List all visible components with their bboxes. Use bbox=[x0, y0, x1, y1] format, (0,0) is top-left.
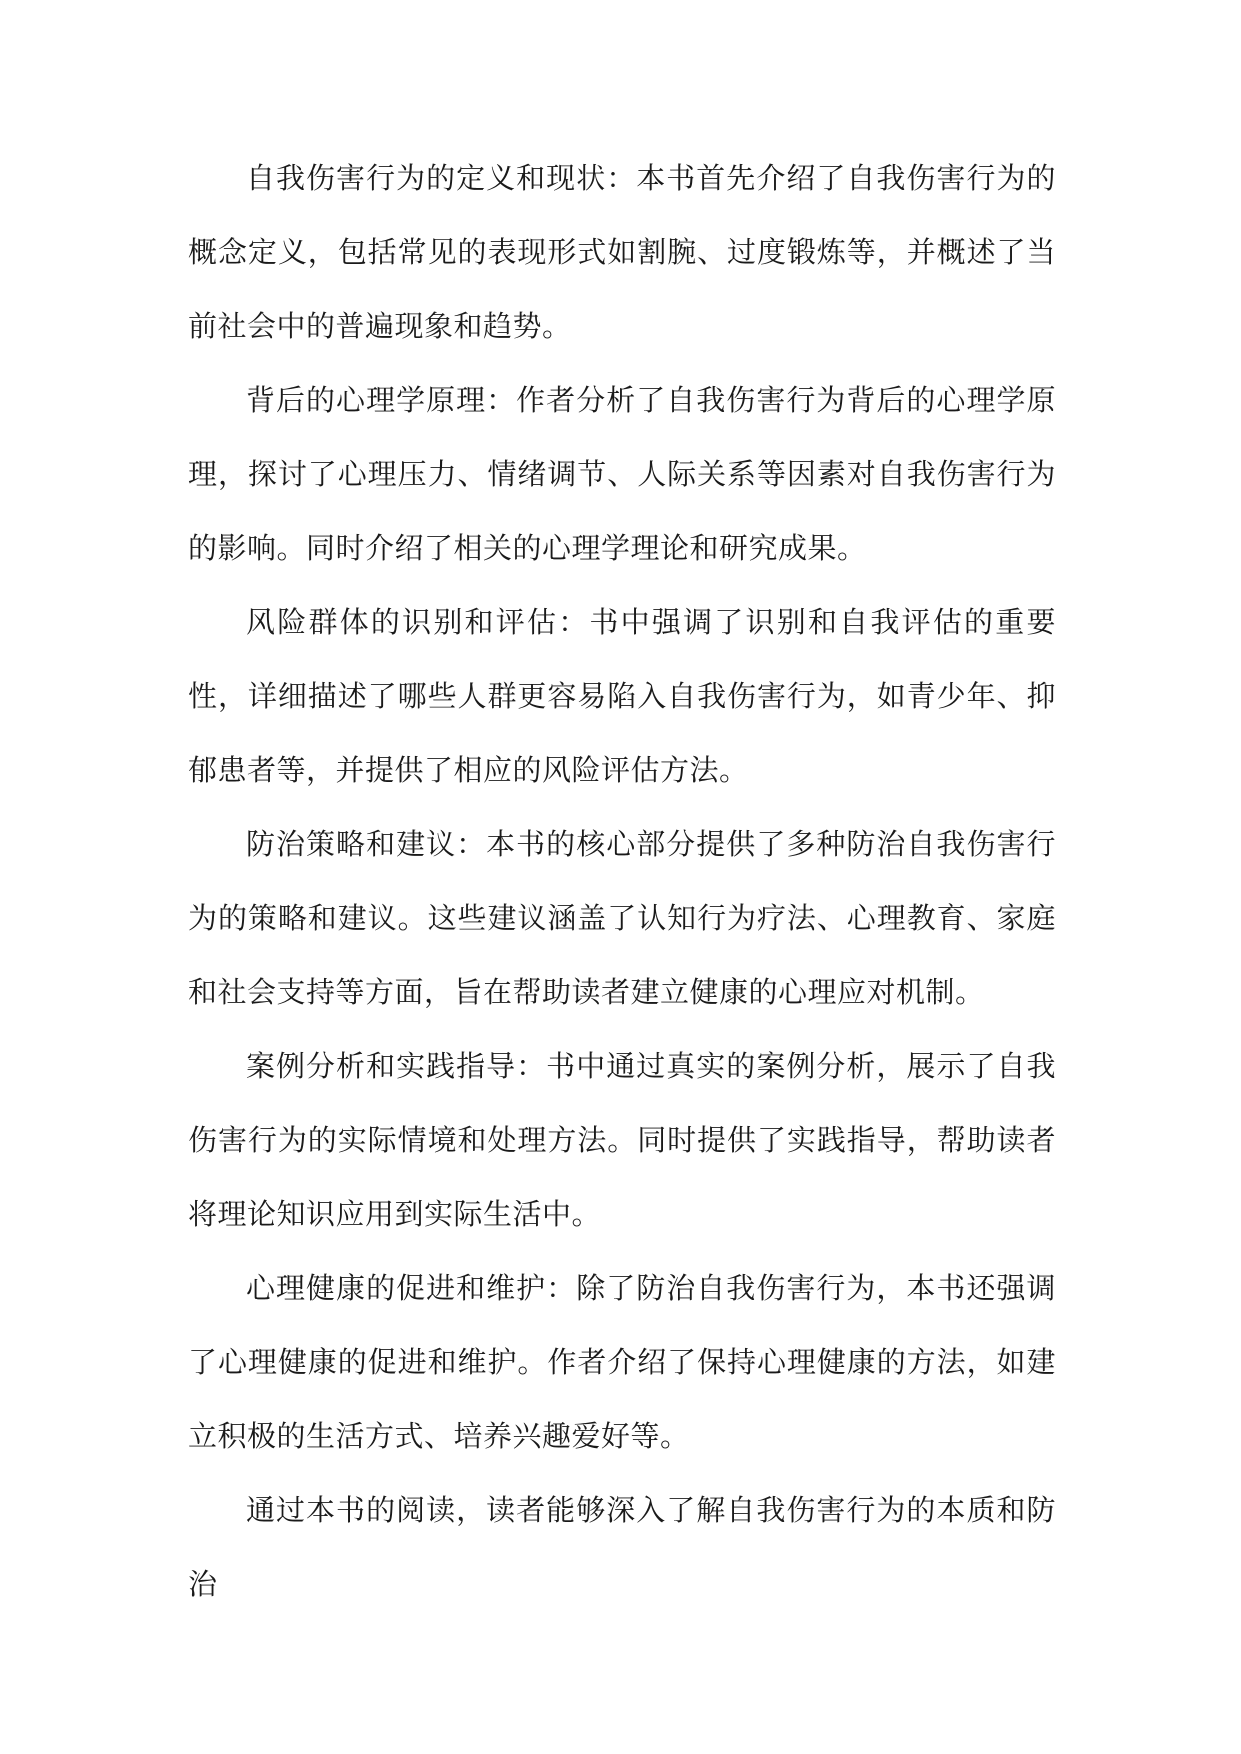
paragraph-case-analysis: 案例分析和实践指导：书中通过真实的案例分析，展示了自我伤害行为的实际情境和处理方法。同时提供了实践指导，帮助读者将理论知识应用到实际生活中。 bbox=[188, 1049, 1056, 1231]
paragraph-definition: 自我伤害行为的定义和现状：本书首先介绍了自我伤害行为的概念定义，包括常见的表现形式如割腕、过度锻炼等，并概述了当前社会中的普遍现象和趋势。 bbox=[188, 161, 1056, 343]
paragraph-prevention: 防治策略和建议：本书的核心部分提供了多种防治自我伤害行为的策略和建议。这些建议涵盖了认知行为疗法、心理教育、家庭和社会支持等方面，旨在帮助读者建立健康的心理应对机制。 bbox=[188, 827, 1056, 1009]
paragraph-mental-health: 心理健康的促进和维护：除了防治自我伤害行为，本书还强调了心理健康的促进和维护。作者介绍了保持心理健康的方法，如建立积极的生活方式、培养兴趣爱好等。 bbox=[188, 1271, 1056, 1453]
paragraph-conclusion: 通过本书的阅读，读者能够深入了解自我伤害行为的本质和防治 bbox=[188, 1493, 1056, 1601]
paragraph-psychology: 背后的心理学原理：作者分析了自我伤害行为背后的心理学原理，探讨了心理压力、情绪调节、人际关系等因素对自我伤害行为的影响。同时介绍了相关的心理学理论和研究成果。 bbox=[188, 383, 1056, 565]
paragraph-risk-groups: 风险群体的识别和评估：书中强调了识别和自我评估的重要性，详细描述了哪些人群更容易陷入自我伤害行为，如青少年、抑郁患者等，并提供了相应的风险评估方法。 bbox=[188, 605, 1056, 787]
document-body bbox=[188, 141, 1056, 1621]
